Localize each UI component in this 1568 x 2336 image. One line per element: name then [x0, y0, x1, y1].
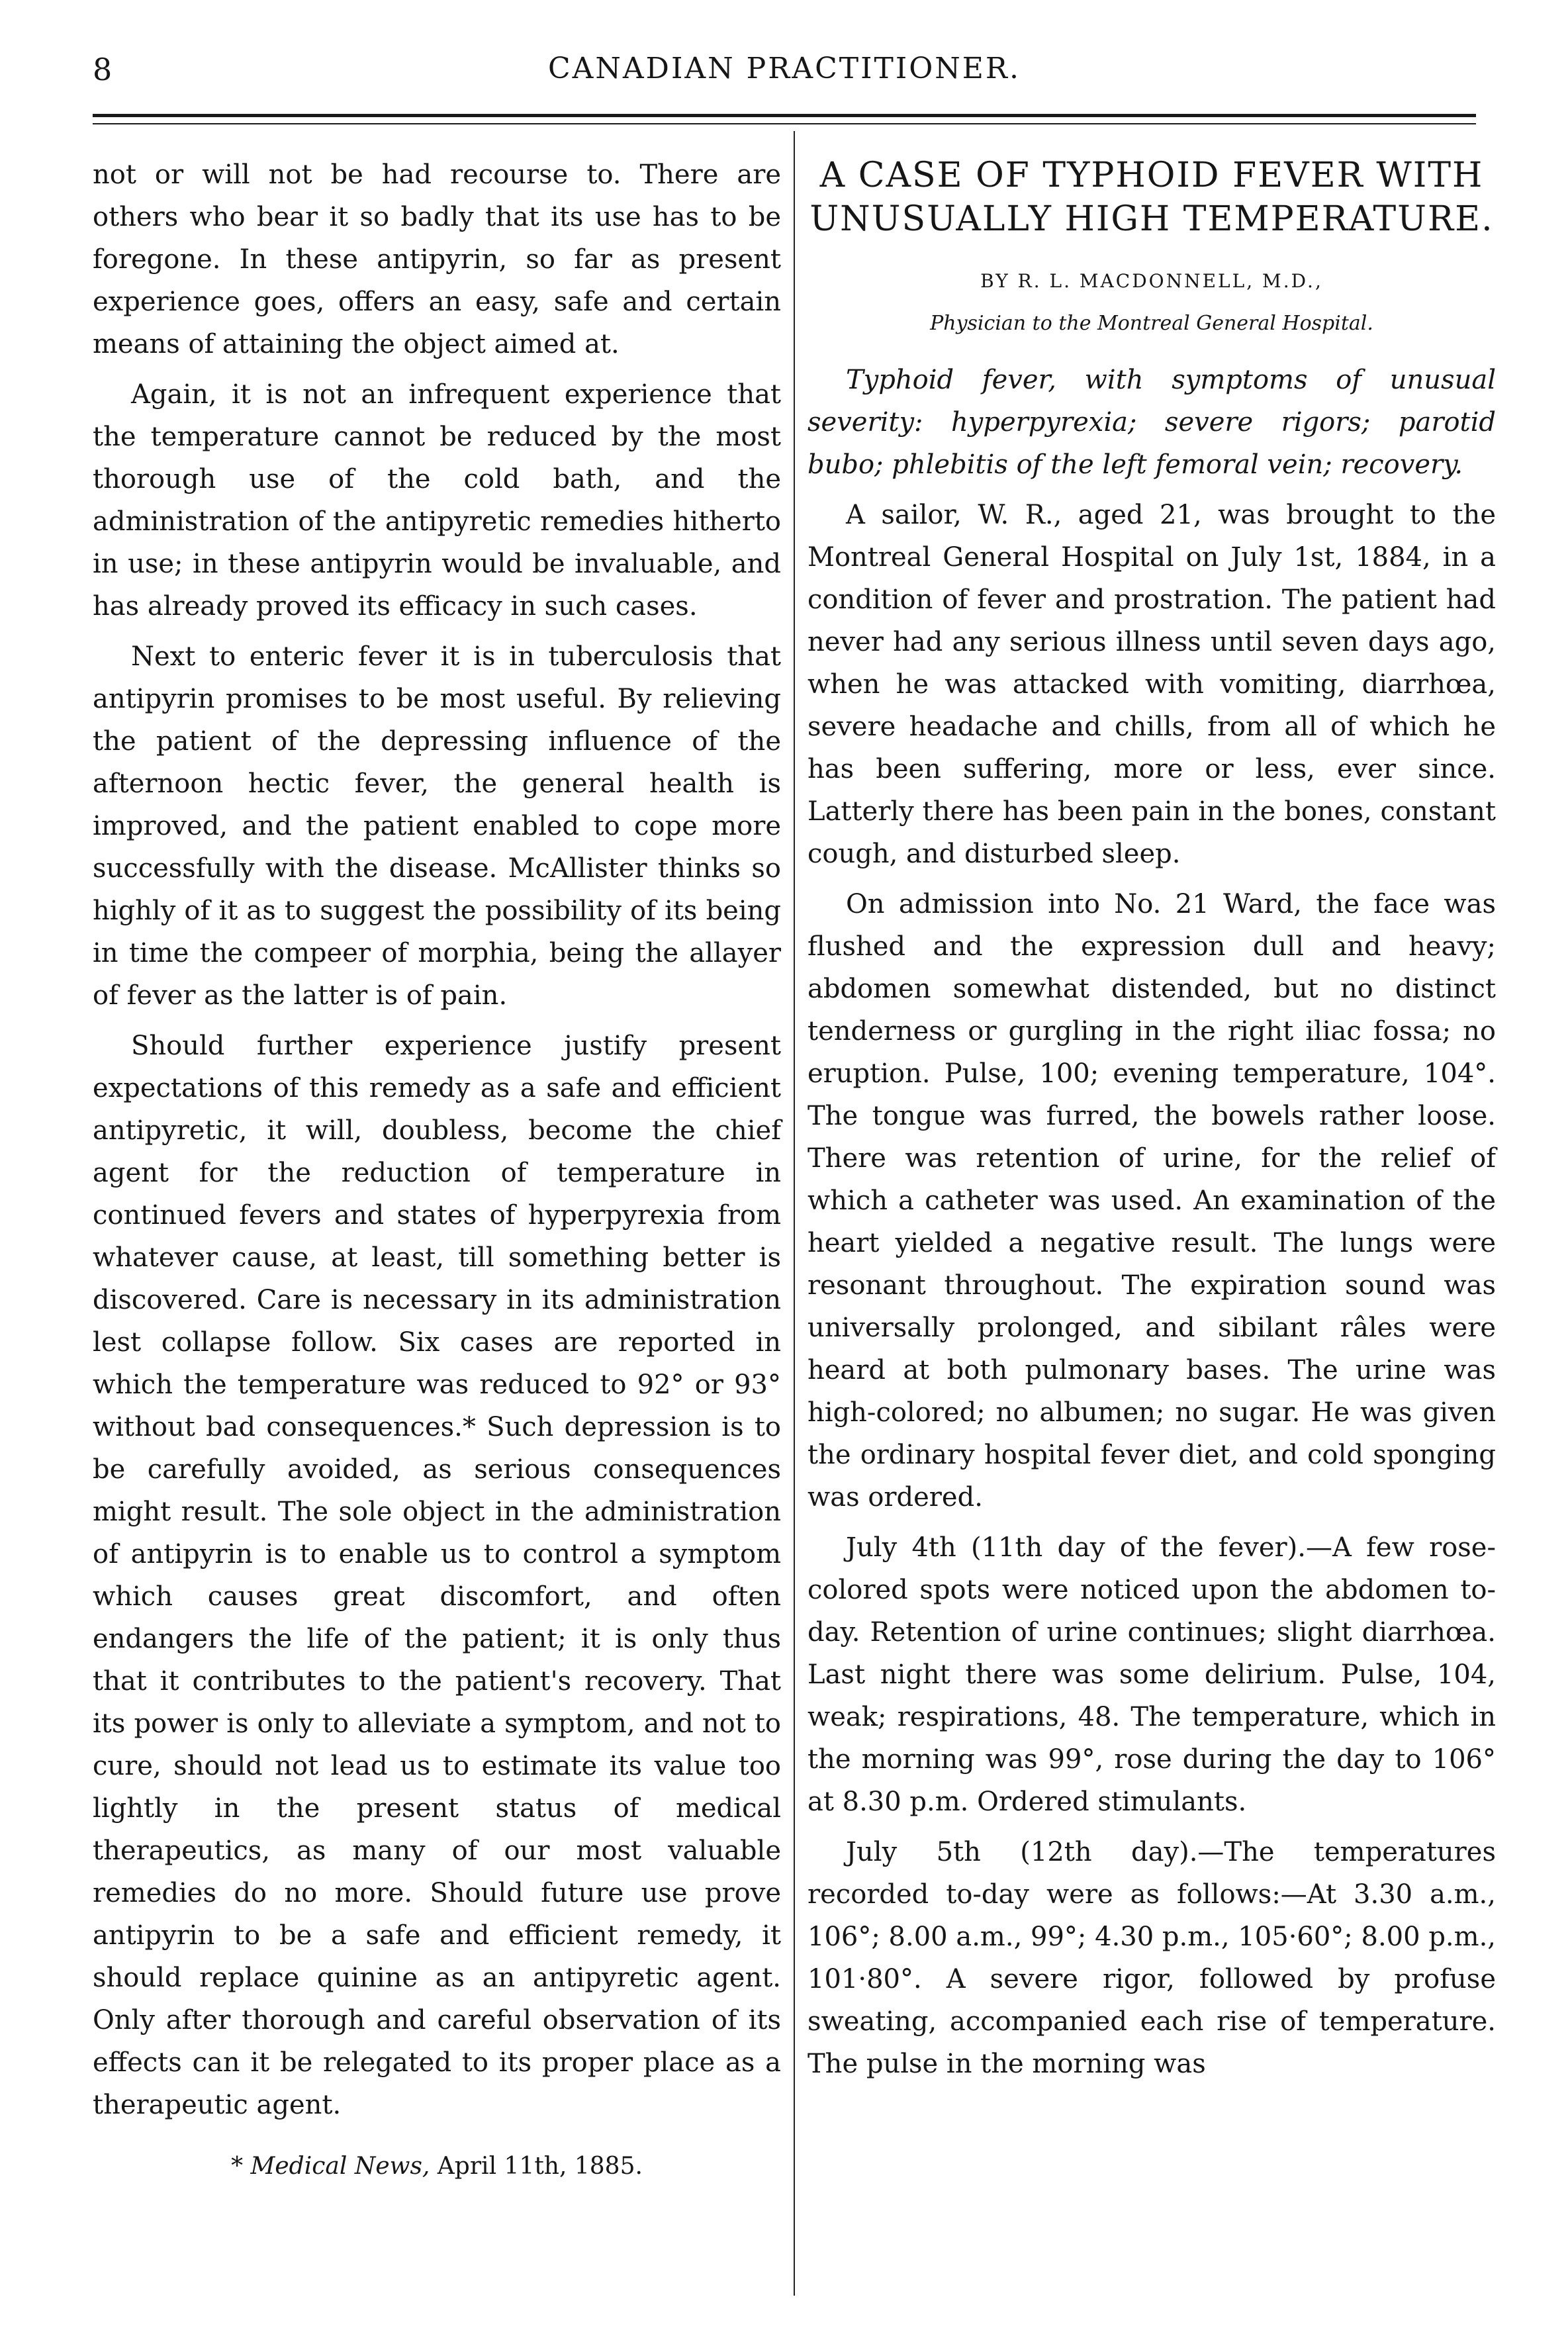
right-paragraph-4: July 5th (12th day).—The temperatures recorded to-day were as follows:—At 3.30 a.m., 106°; 8.00 a.m., 99°; 4.30 p.m., 105·60°; 8.00 p.m., 101·80°. A severe rigor, followed by profuse sweating, accompanied each rise of temperature. The pulse in the morning was: [807, 1837, 1496, 2079]
footnote-marker: *: [231, 2153, 251, 2180]
left-paragraph-3: Next to enteric fever it is in tuberculosis that antipyrin promises to be most useful. By relieving the patient of the depressing influence of the afternoon hectic fever, the general health is improved, and the patient enabled to cope more successfully with the disease. McAllister thinks so highly of it as to suggest the possibility of its being in time the compeer of morphia, being the allayer of fever as the latter is of pain.: [93, 641, 781, 1011]
left-paragraph-2: Again, it is not an infrequent experience that the temperature cannot be reduced by the most thorough use of the cold bath, and the administration of the antipyretic remedies hitherto in use; in these antipyrin would be invaluable, and has already proved its efficacy in such cases.: [93, 379, 781, 622]
header-rule-thick: [93, 114, 1476, 117]
author-byline: BY R. L. MACDONNELL, M.D.,: [980, 270, 1323, 292]
left-paragraph-4: Should further experience justify present expectations of this remedy as a safe and efficient antipyretic, it will, doubless, become the chief agent for the reduction of temperature in continued fevers and states of hyperpyrexia from whatever cause, at least, till something better is discovered. Care is necessary in its administration lest collapse follow. Six cases are reported in which the temperature was reduced to 92° or 93° without bad consequences.* Such depression is to be carefully avoided, as serious consequences might result. The sole object in the administration of antipyrin is to enable us to control a symptom which causes great discomfort, and often endangers the life of the patient; it is only thus that it contributes to the patient's recovery. That its power is only to alleviate a symptom, and not to cure, should not lead us to estimate its value too lightly in the present status of medical therapeutics, as many of our most valuable remedies do no more. Should future use prove antipyrin to be a safe and efficient remedy, it should replace quinine as an antipyretic agent. Only after thorough and careful observation of its effects can it be relegated to its proper place as a therapeutic agent.: [93, 1031, 781, 2120]
footnote-source: Medical News,: [250, 2153, 430, 2180]
left-paragraph-1: not or will not be had recourse to. There are others who bear it so badly that its use has to be foregone. In these antipyrin, so far as present experience goes, offers an easy, safe and certain means of attaining the object aimed at.: [93, 160, 781, 359]
header-rule-thin: [93, 123, 1476, 124]
left-column: [93, 154, 781, 2180]
author-affiliation: Physician to the Montreal General Hospital.: [930, 312, 1373, 335]
footnote: [93, 2153, 781, 2180]
right-paragraph-3: July 4th (11th day of the fever).—A few rose-colored spots were noticed upon the abdomen to-day. Retention of urine continues; slight diarrhœa. Last night there was some delirium. Pulse, 104, weak; respirations, 48. The temperature, which in the morning was 99°, rose during the day to 106° at 8.30 p.m. Ordered stimulants.: [807, 1532, 1496, 1817]
right-paragraph-2: On admission into No. 21 Ward, the face was flushed and the expression dull and heavy; abdomen somewhat distended, but no distinct tenderness or gurgling in the right iliac fossa; no eruption. Pulse, 100; evening temperature, 104°. The tongue was furred, the bowels rather loose. There was retention of urine, for the relief of which a catheter was used. An examination of the heart yielded a negative result. The lungs were resonant throughout. The expiration sound was universally prolonged, and sibilant râles were heard at both pulmonary bases. The urine was high-colored; no albumen; no sugar. He was given the ordinary hospital fever diet, and cold sponging was ordered.: [807, 889, 1496, 1513]
footnote-date: April 11th, 1885.: [430, 2153, 643, 2180]
right-paragraph-1: A sailor, W. R., aged 21, was brought to the Montreal General Hospital on July 1st, 1884, in a condition of fever and prostration. The patient had never had any serious illness until seven days ago, when he was attacked with vomiting, diarrhœa, severe headache and chills, from all of which he has been suffering, more or less, ever since. Latterly there has been pain in the bones, constant cough, and disturbed sleep.: [807, 500, 1496, 869]
right-column: [807, 154, 1496, 2093]
column-divider: [794, 131, 795, 2296]
running-title: CANADIAN PRACTITIONER.: [547, 52, 1021, 85]
page-header: [93, 52, 1476, 98]
case-summary: Typhoid fever, with symptoms of unusual severity: hyperpyrexia; severe rigors; parotid bubo; phlebitis of the left femoral vein; recovery.: [807, 365, 1496, 480]
article-title: A CASE OF TYPHOID FEVER WITH UNUSUALLY HIGH TEMPERATURE.: [809, 156, 1494, 239]
page-number: 8: [93, 52, 113, 87]
